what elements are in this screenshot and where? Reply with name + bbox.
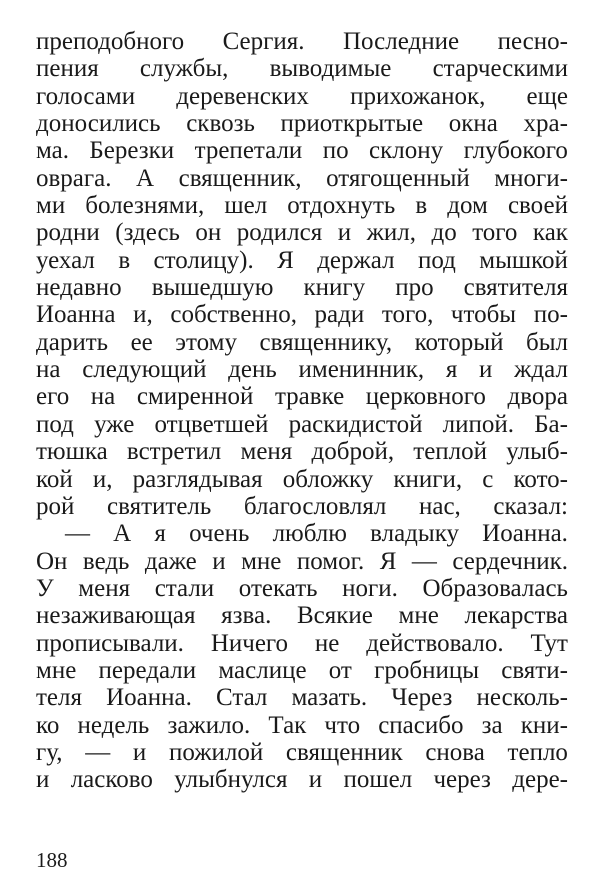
word: в <box>118 246 131 274</box>
word: деревенских <box>176 82 309 110</box>
word: окна <box>448 110 498 138</box>
text-line <box>36 493 568 520</box>
word: ее <box>130 328 153 356</box>
word: спасибо <box>378 711 464 739</box>
word: песно- <box>497 28 568 55</box>
word: липой. <box>442 410 515 438</box>
word: службы, <box>139 55 229 83</box>
word: отекать <box>238 574 318 602</box>
word: шел <box>224 192 268 220</box>
text-line <box>36 247 568 274</box>
word: люблю <box>272 520 347 548</box>
text-line <box>36 83 568 110</box>
text-line <box>36 684 568 711</box>
word: мне <box>36 656 77 684</box>
word: столицу). <box>153 246 254 274</box>
word: ласково <box>70 766 153 794</box>
word: разглядывая <box>132 465 263 493</box>
word: дом <box>447 192 488 220</box>
word: доносились <box>36 110 161 138</box>
word: Сергия. <box>222 28 305 55</box>
word: Ничего <box>210 629 289 657</box>
text-line <box>36 219 568 246</box>
word: ждал <box>514 356 568 384</box>
word: день <box>228 356 277 384</box>
word: обложку <box>282 465 374 493</box>
word: выводимые <box>269 55 392 83</box>
word: прописывали. <box>36 629 184 657</box>
word: склону <box>369 137 444 165</box>
word: тюшка <box>36 438 108 466</box>
word: благословлял <box>243 492 387 520</box>
word: передали <box>98 656 197 684</box>
word: и, <box>92 465 113 493</box>
word: держал <box>317 246 395 274</box>
word: Иоанна. <box>482 520 568 548</box>
word: он <box>195 219 222 247</box>
word: А <box>113 520 132 548</box>
word: язва. <box>221 602 272 630</box>
word: мне <box>398 602 439 630</box>
word: Последние <box>343 28 460 55</box>
word: мазать. <box>291 684 368 712</box>
word: жил, <box>366 219 416 247</box>
text-line <box>36 438 568 465</box>
word: ради <box>314 301 365 329</box>
word: того, <box>381 301 434 329</box>
word: старческими <box>432 55 568 83</box>
word: следующий <box>82 356 207 384</box>
word: уехал <box>36 246 95 274</box>
word: еще <box>526 82 568 110</box>
word: сердечник. <box>452 547 568 575</box>
word: улыбнулся <box>174 766 288 794</box>
word: от <box>328 656 352 684</box>
word: У <box>36 574 54 602</box>
word: — <box>85 738 111 766</box>
word: многи- <box>494 164 568 192</box>
word: священник, <box>178 164 302 192</box>
word: Березки <box>89 137 175 165</box>
word: недавно <box>36 274 122 302</box>
word: пошел <box>343 766 413 794</box>
word: Всякие <box>296 602 373 630</box>
text-line <box>36 274 568 301</box>
word: за <box>481 711 503 739</box>
word: двора <box>507 383 568 411</box>
word: этому <box>175 328 237 356</box>
word: я <box>154 520 166 548</box>
word: Я <box>277 246 294 274</box>
word: родился <box>236 219 323 247</box>
word: трепетали <box>194 137 303 165</box>
word: Через <box>391 684 453 712</box>
word: хра- <box>523 110 568 138</box>
text-line <box>36 739 568 766</box>
text-line <box>36 766 568 793</box>
word: преподобного <box>36 28 185 55</box>
text-line <box>36 329 568 356</box>
word: в <box>415 192 428 220</box>
word: был <box>525 328 568 356</box>
text-line <box>36 137 568 164</box>
word: я <box>445 356 458 384</box>
page-number: 188 <box>36 848 68 872</box>
word: с <box>482 465 494 493</box>
word: вышедшую <box>151 274 274 302</box>
word: ноги. <box>342 574 398 602</box>
word: про <box>395 274 434 302</box>
text-line <box>36 466 568 493</box>
word: рой <box>36 492 75 520</box>
word: под <box>36 410 74 438</box>
word: теплой <box>413 438 488 466</box>
text-line <box>36 548 568 575</box>
text-line <box>36 383 568 410</box>
text-line <box>36 411 568 438</box>
word: и <box>337 219 352 247</box>
word: отдохнуть <box>287 192 396 220</box>
word: священнику, <box>259 328 393 356</box>
text-line <box>36 712 568 739</box>
word: Он <box>36 547 68 575</box>
word: по <box>322 137 349 165</box>
text-line <box>36 165 568 192</box>
word: церковного <box>365 383 486 411</box>
word: болезнями, <box>85 192 205 220</box>
word: действовало. <box>366 629 504 657</box>
word: Образовалась <box>422 574 568 602</box>
word: глубокого <box>463 137 568 165</box>
word: кото- <box>513 465 568 493</box>
word: гробницы <box>374 656 480 684</box>
word: гу, <box>36 738 63 766</box>
page-body-text <box>36 28 568 794</box>
word: Стал <box>216 684 268 712</box>
word: собственно, <box>170 301 297 329</box>
word: лекарства <box>464 602 568 630</box>
word: кни- <box>520 711 568 739</box>
word: (здесь <box>115 219 180 247</box>
word: раскидистой <box>288 410 423 438</box>
word: голосами <box>36 82 136 110</box>
word: прихожанок, <box>350 82 486 110</box>
word: дере- <box>512 766 568 794</box>
text-line <box>36 520 568 547</box>
text-line <box>36 657 568 684</box>
word: оврага. <box>36 164 112 192</box>
word: как <box>532 219 568 247</box>
word: несколь- <box>476 684 568 712</box>
text-line <box>36 575 568 602</box>
word: и <box>36 766 50 794</box>
word: зажило. <box>167 711 251 739</box>
word: того <box>472 219 518 247</box>
word: недель <box>77 711 150 739</box>
word: сказал: <box>493 492 568 520</box>
word: книги, <box>393 465 463 493</box>
word: на <box>36 356 61 384</box>
word: родни <box>36 219 100 247</box>
word: книгу <box>303 274 366 302</box>
word: ко <box>36 711 60 739</box>
word: Ба- <box>534 410 568 438</box>
word: уже <box>94 410 135 438</box>
word: через <box>433 766 491 794</box>
word: Иоанна <box>36 301 116 329</box>
word: и <box>132 738 147 766</box>
word: отцветшей <box>154 410 269 438</box>
word: нас, <box>418 492 461 520</box>
word: именинник, <box>298 356 425 384</box>
word: теля <box>36 684 82 712</box>
word: святителя <box>463 274 568 302</box>
word: чтобы <box>450 301 517 329</box>
word: меня <box>78 574 131 602</box>
word: мне <box>241 547 282 575</box>
word: тепло <box>507 738 568 766</box>
word: и <box>212 547 226 575</box>
word: даже <box>144 547 197 575</box>
word: незаживающая <box>36 602 196 630</box>
word: — <box>65 520 90 548</box>
word: ма. <box>36 137 69 165</box>
word: Так <box>268 711 307 739</box>
text-line <box>36 110 568 137</box>
word: доброй, <box>311 438 395 466</box>
text-line <box>36 301 568 328</box>
word: маслице <box>218 656 307 684</box>
word: кой <box>36 465 73 493</box>
word: ми <box>36 192 66 220</box>
word: Тут <box>530 629 568 657</box>
word: помог. <box>296 547 365 575</box>
word: мышкой <box>479 246 568 274</box>
word: улыб- <box>506 438 568 466</box>
word: встретил <box>126 438 222 466</box>
word: святи- <box>501 656 568 684</box>
word: и <box>308 766 323 794</box>
word: его <box>36 383 70 411</box>
text-line <box>36 55 568 82</box>
word: стали <box>154 574 215 602</box>
word: А <box>136 164 155 192</box>
word: под <box>418 246 456 274</box>
text-line <box>36 28 568 55</box>
word: и <box>479 356 493 384</box>
word: сквозь <box>186 110 255 138</box>
word: и, <box>133 301 153 329</box>
word: владыку <box>370 520 459 548</box>
word: очень <box>189 520 250 548</box>
word: на <box>90 383 116 411</box>
word: святитель <box>107 492 212 520</box>
word: снова <box>425 738 485 766</box>
word: не <box>314 629 340 657</box>
text-line <box>36 602 568 629</box>
word: ведь <box>82 547 130 575</box>
word: — <box>411 547 437 575</box>
text-line <box>36 630 568 657</box>
word: который <box>414 328 504 356</box>
text-line <box>36 192 568 219</box>
word: по- <box>533 301 568 329</box>
word: своей <box>507 192 568 220</box>
word: травке <box>274 383 345 411</box>
word: меня <box>240 438 293 466</box>
word: Иоанна. <box>106 684 192 712</box>
word: что <box>324 711 361 739</box>
text-line <box>36 356 568 383</box>
word: пожилой <box>168 738 264 766</box>
word: пения <box>36 55 99 83</box>
word: отягощенный <box>326 164 470 192</box>
word: до <box>431 219 457 247</box>
word: смиренной <box>136 383 254 411</box>
word: священник <box>285 738 403 766</box>
word: дарить <box>36 328 109 356</box>
word: Я <box>379 547 397 575</box>
word: приоткрытые <box>280 110 424 138</box>
